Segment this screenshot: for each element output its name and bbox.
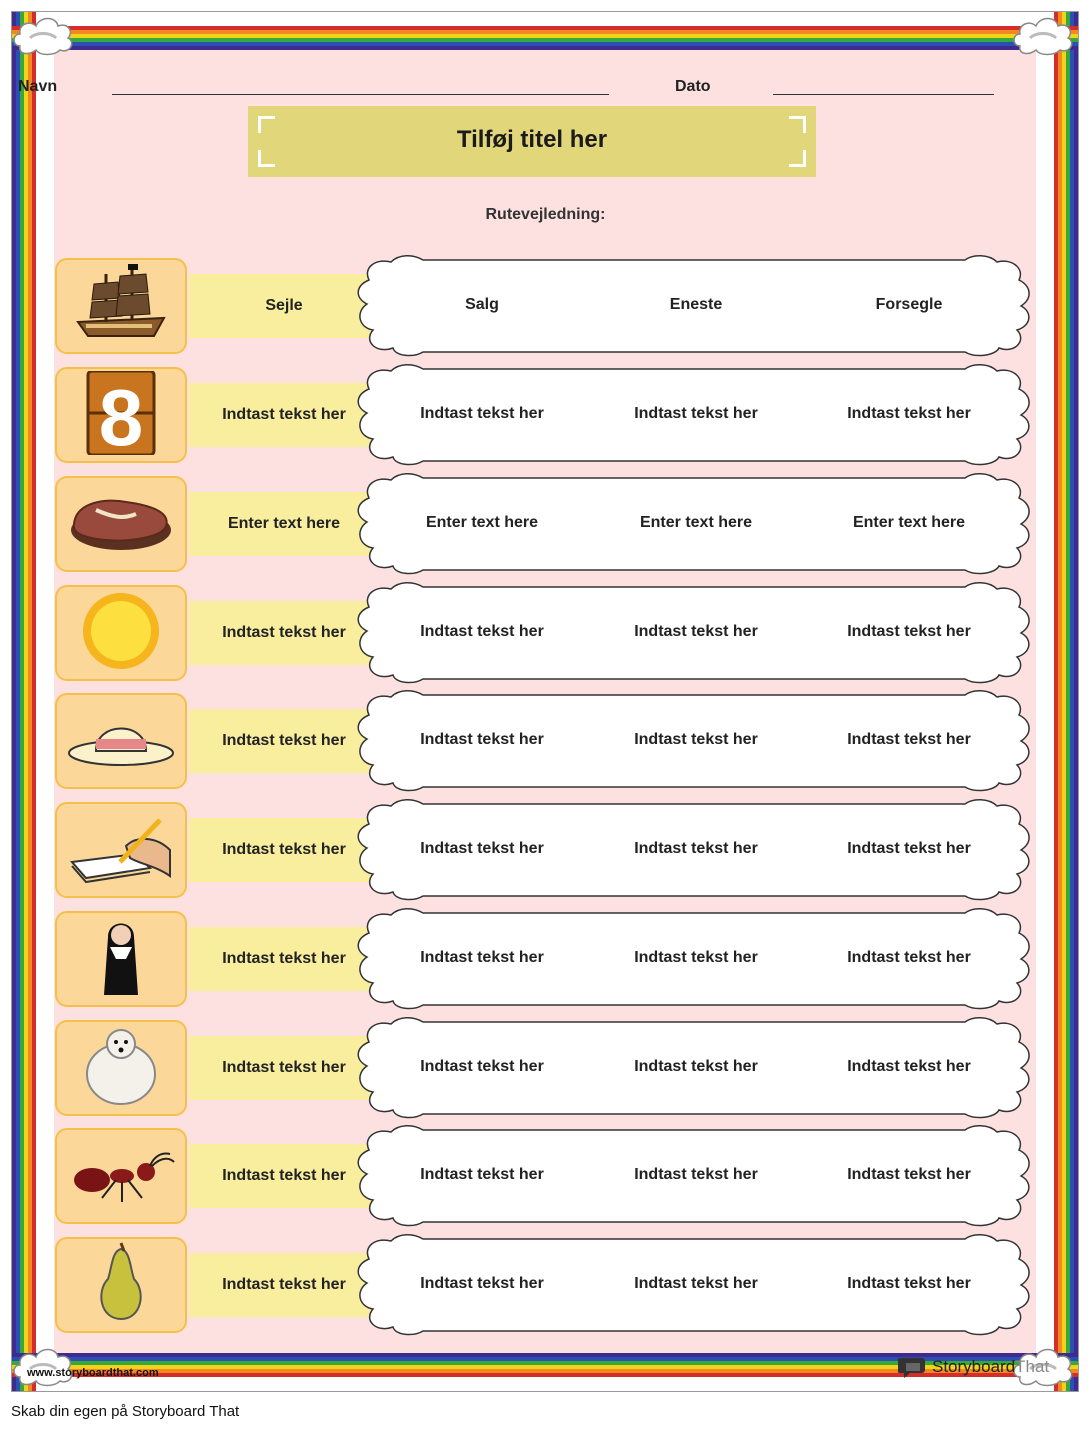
answer-cell[interactable]: Indtast tekst her xyxy=(847,840,971,857)
speech-bubble-icon xyxy=(898,1355,928,1379)
row-image xyxy=(55,1128,187,1224)
answer-cell[interactable]: Enter text here xyxy=(425,514,539,531)
answer-cell[interactable]: Indtast tekst her xyxy=(634,1275,758,1292)
answer-cloud xyxy=(355,798,1030,902)
worksheet-row xyxy=(55,585,1030,683)
answer-cell[interactable]: Indtast tekst her xyxy=(847,949,971,966)
answer-cell[interactable]: Indtast tekst her xyxy=(420,1275,544,1292)
answer-cell[interactable]: Enter text here xyxy=(852,514,966,531)
hand-writing-icon xyxy=(66,806,176,895)
answer-cell[interactable]: Indtast tekst her xyxy=(634,1058,758,1075)
answer-cell[interactable]: Indtast tekst her xyxy=(634,949,758,966)
rainbow-border-top xyxy=(12,26,1078,50)
footer-caption: Skab din egen på Storyboard That xyxy=(11,1403,240,1420)
answer-cell[interactable]: Indtast tekst her xyxy=(634,840,758,857)
row-image xyxy=(55,476,187,572)
answer-cell[interactable]: Indtast tekst her xyxy=(847,1166,971,1183)
answer-cell[interactable]: Indtast tekst her xyxy=(420,731,544,748)
answer-cell[interactable]: Indtast tekst her xyxy=(634,405,758,422)
prompt-text[interactable]: Indtast tekst her xyxy=(189,927,379,991)
prompt-text[interactable]: Sejle xyxy=(189,274,379,338)
answer-cell[interactable]: Eneste xyxy=(669,296,723,313)
answer-cell[interactable]: Indtast tekst her xyxy=(634,623,758,640)
worksheet-row xyxy=(55,476,1030,574)
steak-icon xyxy=(66,480,176,569)
row-image xyxy=(55,911,187,1007)
pear-icon xyxy=(66,1241,176,1330)
title-box[interactable] xyxy=(248,106,816,177)
answer-cloud xyxy=(355,1124,1030,1228)
prompt-text[interactable]: Indtast tekst her xyxy=(189,1253,379,1317)
answer-cloud xyxy=(355,907,1030,1011)
answer-cell[interactable]: Indtast tekst her xyxy=(420,840,544,857)
answer-cloud xyxy=(355,1016,1030,1120)
answer-cell[interactable]: Indtast tekst her xyxy=(420,1058,544,1075)
worksheet-row xyxy=(55,1020,1030,1118)
row-image xyxy=(55,1237,187,1333)
answer-cell[interactable]: Indtast tekst her xyxy=(847,731,971,748)
prompt-text[interactable]: Indtast tekst her xyxy=(189,383,379,447)
nun-icon xyxy=(66,915,176,1004)
prompt-text[interactable]: Indtast tekst her xyxy=(189,601,379,665)
answer-cell[interactable]: Indtast tekst her xyxy=(634,1166,758,1183)
worksheet-row xyxy=(55,911,1030,1009)
answer-cell[interactable]: Forsegle xyxy=(875,296,943,313)
answer-cell[interactable]: Indtast tekst her xyxy=(847,1058,971,1075)
footer-url[interactable]: www.storyboardthat.com xyxy=(27,1367,159,1379)
sun-icon xyxy=(66,589,176,678)
row-image xyxy=(55,693,187,789)
row-image xyxy=(55,1020,187,1116)
polar-bear-icon xyxy=(66,1024,176,1113)
name-field[interactable] xyxy=(112,94,609,95)
brand-part1: Storyboard xyxy=(932,1357,1016,1376)
number-eight-icon xyxy=(66,371,176,460)
worksheet-row xyxy=(55,802,1030,900)
worksheet-row xyxy=(55,1128,1030,1226)
prompt-text[interactable]: Indtast tekst her xyxy=(189,818,379,882)
row-image xyxy=(55,802,187,898)
answer-cell[interactable]: Indtast tekst her xyxy=(847,405,971,422)
answer-cloud xyxy=(355,472,1030,576)
answer-cell[interactable]: Indtast tekst her xyxy=(847,1275,971,1292)
row-image xyxy=(55,258,187,354)
answer-cell[interactable]: Enter text here xyxy=(639,514,753,531)
brand-logo xyxy=(898,1355,1049,1379)
worksheet-row xyxy=(55,693,1030,791)
answer-cell[interactable]: Indtast tekst her xyxy=(420,405,544,422)
answer-cell[interactable]: Indtast tekst her xyxy=(420,623,544,640)
answer-cell[interactable]: Salg xyxy=(465,296,499,313)
hat-icon xyxy=(66,697,176,786)
answer-cloud xyxy=(355,581,1030,685)
answer-cell[interactable]: Indtast tekst her xyxy=(847,623,971,640)
corner-cloud-icon xyxy=(10,1343,76,1389)
ship-icon xyxy=(66,262,176,351)
corner-cloud-icon xyxy=(10,12,76,58)
answer-cloud xyxy=(355,689,1030,793)
answer-cell[interactable]: Indtast tekst her xyxy=(420,949,544,966)
answer-cell[interactable]: Indtast tekst her xyxy=(420,1166,544,1183)
corner-cloud-icon xyxy=(1010,12,1076,58)
answer-cell[interactable]: Indtast tekst her xyxy=(634,731,758,748)
row-image xyxy=(55,367,187,463)
answer-cloud xyxy=(355,363,1030,467)
brand-part2: That xyxy=(1015,1357,1050,1376)
prompt-text[interactable]: Indtast tekst her xyxy=(189,1036,379,1100)
name-label: Navn xyxy=(18,78,58,95)
page-title: Tilføj titel her xyxy=(456,126,608,153)
worksheet-row xyxy=(55,367,1030,465)
svg-text:8: 8 xyxy=(98,372,144,455)
worksheet-row xyxy=(55,1237,1030,1335)
answer-cloud xyxy=(355,1233,1030,1337)
date-field[interactable] xyxy=(773,94,994,95)
ant-icon xyxy=(66,1132,176,1221)
answer-cloud xyxy=(355,254,1030,358)
prompt-text[interactable]: Indtast tekst her xyxy=(189,709,379,773)
instructions-label: Rutevejledning: xyxy=(485,206,606,223)
row-image xyxy=(55,585,187,681)
date-label: Dato xyxy=(675,78,711,95)
prompt-text[interactable]: Enter text here xyxy=(189,492,379,556)
prompt-text[interactable]: Indtast tekst her xyxy=(189,1144,379,1208)
worksheet-row xyxy=(55,258,1030,356)
